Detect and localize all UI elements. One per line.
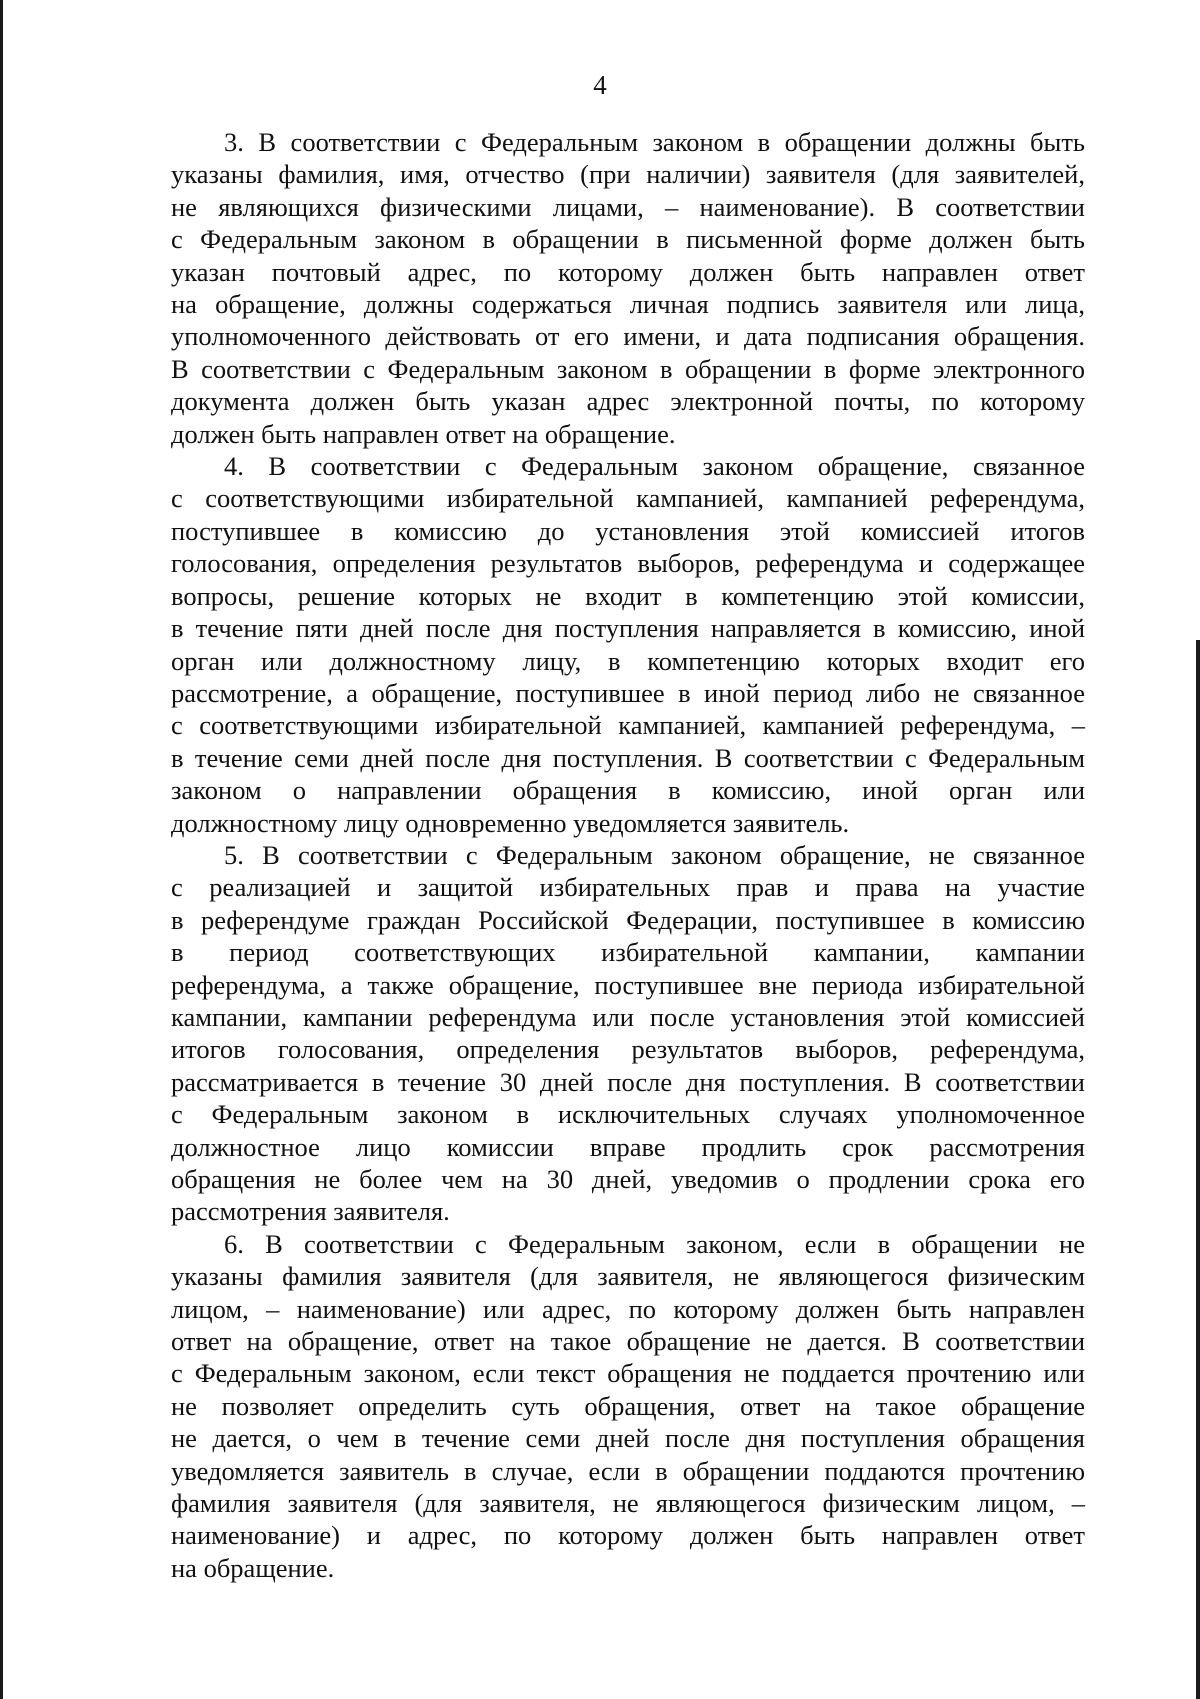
document-body xyxy=(171,126,1085,1584)
text-line: с соответствующими избирательной кампанией, кампанией референдума, xyxy=(171,483,1085,514)
text-line: в течение семи дней после дня поступления. В соответствии с Федеральным xyxy=(171,742,1085,773)
text-line: должен быть направлен ответ на обращение. xyxy=(171,418,676,449)
text-line: законом о направлении обращения в комиссию, иной орган или xyxy=(171,775,1085,806)
text-line: рассмотрения заявителя. xyxy=(171,1196,450,1227)
text-line: уполномоченного действовать от его имени, и дата подписания обращения. xyxy=(171,321,1085,352)
scan-edge-right xyxy=(1196,640,1200,1699)
text-line: 4. В соответствии с Федеральным законом обращение, связанное xyxy=(224,451,1085,482)
text-line: 5. В соответствии с Федеральным законом обращение, не связанное xyxy=(224,839,1085,870)
text-line: наименование) и адрес, по которому должен быть направлен ответ xyxy=(171,1520,1085,1551)
text-line: указан почтовый адрес, по которому должен быть направлен ответ xyxy=(171,256,1085,287)
text-line: обращения не более чем на 30 дней, уведомив о продлении срока его xyxy=(171,1164,1085,1194)
text-line: ответ на обращение, ответ на такое обращение не дается. В соответствии xyxy=(171,1326,1085,1357)
text-line: с соответствующими избирательной кампанией, кампанией референдума, – xyxy=(171,710,1085,741)
text-line: В соответствии с Федеральным законом в обращении в форме электронного xyxy=(171,353,1085,384)
text-line: поступившее в комиссию до установления этой комиссией итогов xyxy=(171,515,1085,546)
text-line: должностное лицо комиссии вправе продлить срок рассмотрения xyxy=(171,1131,1085,1162)
text-line: референдума, а также обращение, поступившее вне периода избирательной xyxy=(171,969,1085,1000)
text-line: с Федеральным законом, если текст обращения не поддается прочтению или xyxy=(171,1358,1085,1389)
text-line: 3. В соответствии с Федеральным законом в обращении должны быть xyxy=(224,127,1085,157)
text-line: с Федеральным законом в исключительных случаях уполномоченное xyxy=(171,1099,1085,1130)
text-line: не являющихся физическими лицами, – наименование). В соответствии xyxy=(171,191,1085,222)
text-line: фамилия заявителя (для заявителя, не являющегося физическим лицом, – xyxy=(171,1488,1085,1519)
text-line: в течение пяти дней после дня поступления направляется в комиссию, иной xyxy=(171,613,1085,644)
paragraph-4 xyxy=(171,450,1085,839)
paragraph-5 xyxy=(171,839,1085,1228)
text-line: указаны фамилия, имя, отчество (при наличии) заявителя (для заявителей, xyxy=(171,159,1085,190)
text-line: в период соответствующих избирательной кампании, кампании xyxy=(171,937,1085,968)
text-line: уведомляется заявитель в случае, если в обращении поддаются прочтению xyxy=(171,1455,1085,1486)
paragraph-6 xyxy=(171,1228,1085,1584)
text-line: кампании, кампании референдума или после установления этой комиссией xyxy=(171,1001,1085,1032)
text-line: орган или должностному лицу, в компетенцию которых входит его xyxy=(171,645,1085,676)
text-line: 6. В соответствии с Федеральным законом, если в обращении не xyxy=(224,1228,1085,1259)
text-line: вопросы, решение которых не входит в компетенцию этой комиссии, xyxy=(171,580,1085,611)
text-line: на обращение, должны содержаться личная подпись заявителя или лица, xyxy=(171,289,1085,320)
text-line: рассматривается в течение 30 дней после дня поступления. В соответствии xyxy=(171,1066,1085,1097)
text-line: с Федеральным законом в обращении в письменной форме должен быть xyxy=(171,224,1085,255)
text-line: на обращение. xyxy=(171,1552,335,1583)
text-line: не дается, о чем в течение семи дней после дня поступления обращения xyxy=(171,1423,1085,1454)
text-line: в референдуме граждан Российской Федерации, поступившее в комиссию xyxy=(171,904,1085,935)
text-line: голосования, определения результатов выборов, референдума и содержащее xyxy=(171,548,1085,579)
text-line: не позволяет определить суть обращения, ответ на такое обращение xyxy=(171,1390,1085,1421)
text-line: итогов голосования, определения результатов выборов, референдума, xyxy=(171,1034,1085,1065)
scan-edge-left xyxy=(0,0,3,1699)
page-number: 4 xyxy=(593,70,607,100)
paragraph-3 xyxy=(171,126,1085,450)
text-line: указаны фамилия заявителя (для заявителя, не являющегося физическим xyxy=(171,1261,1085,1292)
text-line: должностному лицу одновременно уведомляется заявитель. xyxy=(171,807,850,838)
text-line: рассмотрение, а обращение, поступившее в иной период либо не связанное xyxy=(171,677,1085,708)
text-line: с реализацией и защитой избирательных прав и права на участие xyxy=(171,872,1085,903)
text-line: лицом, – наименование) или адрес, по которому должен быть направлен xyxy=(171,1293,1085,1324)
text-line: документа должен быть указан адрес электронной почты, по которому xyxy=(171,386,1085,417)
